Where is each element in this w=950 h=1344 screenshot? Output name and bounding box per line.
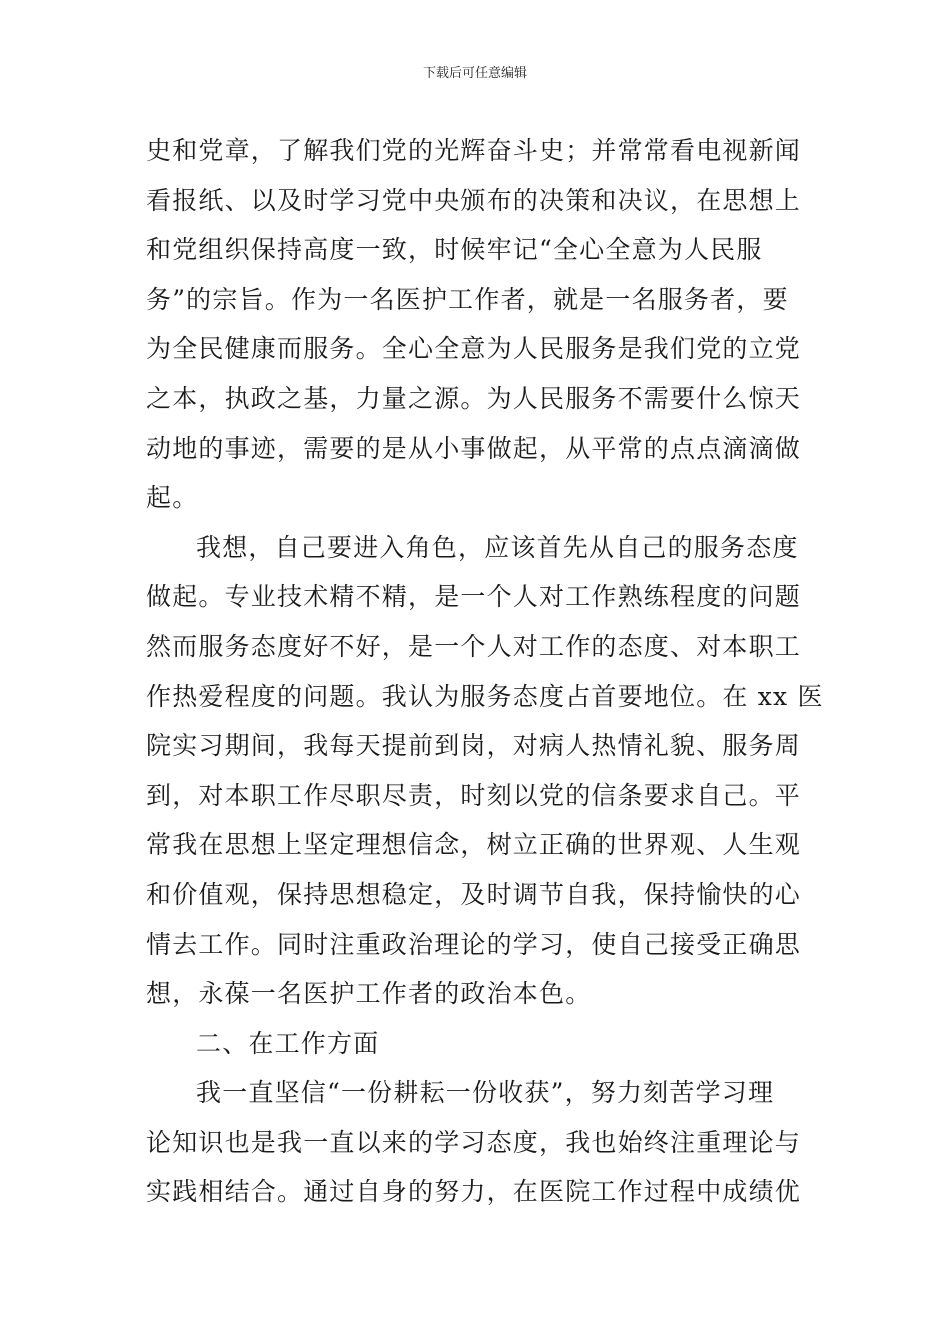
section-heading: 二、在工作方面 — [196, 1028, 380, 1058]
text-line: 然而服务态度好不好，是一个人对工作的态度、对本职工 — [146, 631, 802, 661]
paragraph-start-line: 我一直坚信“一份耕耘一份收获”，努力刻苦学习理 — [196, 1078, 775, 1108]
text-line: 想，永葆一名医护工作者的政治本色。 — [146, 979, 592, 1009]
paragraph-start-line: 我想，自己要进入角色，应该首先从自己的服务态度 — [196, 532, 799, 562]
text-line: 论知识也是我一直以来的学习态度，我也始终注重理论与 — [146, 1127, 802, 1157]
text-line: 看报纸、以及时学习党中央颁布的决策和决议，在思想上 — [146, 185, 802, 215]
text-line: 常我在思想上坚定理想信念，树立正确的世界观、人生观 — [146, 830, 802, 860]
document-body — [146, 126, 824, 1217]
text-line: 史和党章，了解我们党的光辉奋斗史；并常常看电视新闻 — [146, 136, 802, 165]
text-line: 之本，执政之基，力量之源。为人民服务不需要什么惊天 — [146, 383, 802, 413]
text-line: 院实习期间，我每天提前到岗，对病人热情礼貌、服务周 — [146, 731, 802, 761]
page-header: 下载后可任意编辑 — [422, 66, 527, 81]
text-line: 和价值观，保持思想稳定，及时调节自我，保持愉快的心 — [146, 879, 802, 909]
text-line: 和党组织保持高度一致，时候牢记“全心全意为人民服 — [146, 235, 763, 265]
text-line: 务”的宗旨。作为一名医护工作者，就是一名服务者，要 — [146, 284, 789, 314]
text-line: 到，对本职工作尽职尽责，时刻以党的信条要求自己。平 — [146, 780, 802, 810]
text-line: 实践相结合。通过自身的努力，在医院工作过程中成绩优 — [146, 1177, 802, 1207]
text-line: 动地的事迹，需要的是从小事做起，从平常的点点滴滴做 — [146, 433, 802, 463]
text-line: 作热爱程度的问题。我认为服务态度占首要地位。在 xx 医 — [146, 681, 824, 711]
text-line: 起。 — [146, 483, 199, 513]
text-line: 情去工作。同时注重政治理论的学习，使自己接受正确思 — [146, 929, 802, 959]
text-line: 做起。专业技术精不精，是一个人对工作熟练程度的问题 — [146, 582, 802, 612]
text-line: 为全民健康而服务。全心全意为人民服务是我们党的立党 — [146, 334, 802, 364]
